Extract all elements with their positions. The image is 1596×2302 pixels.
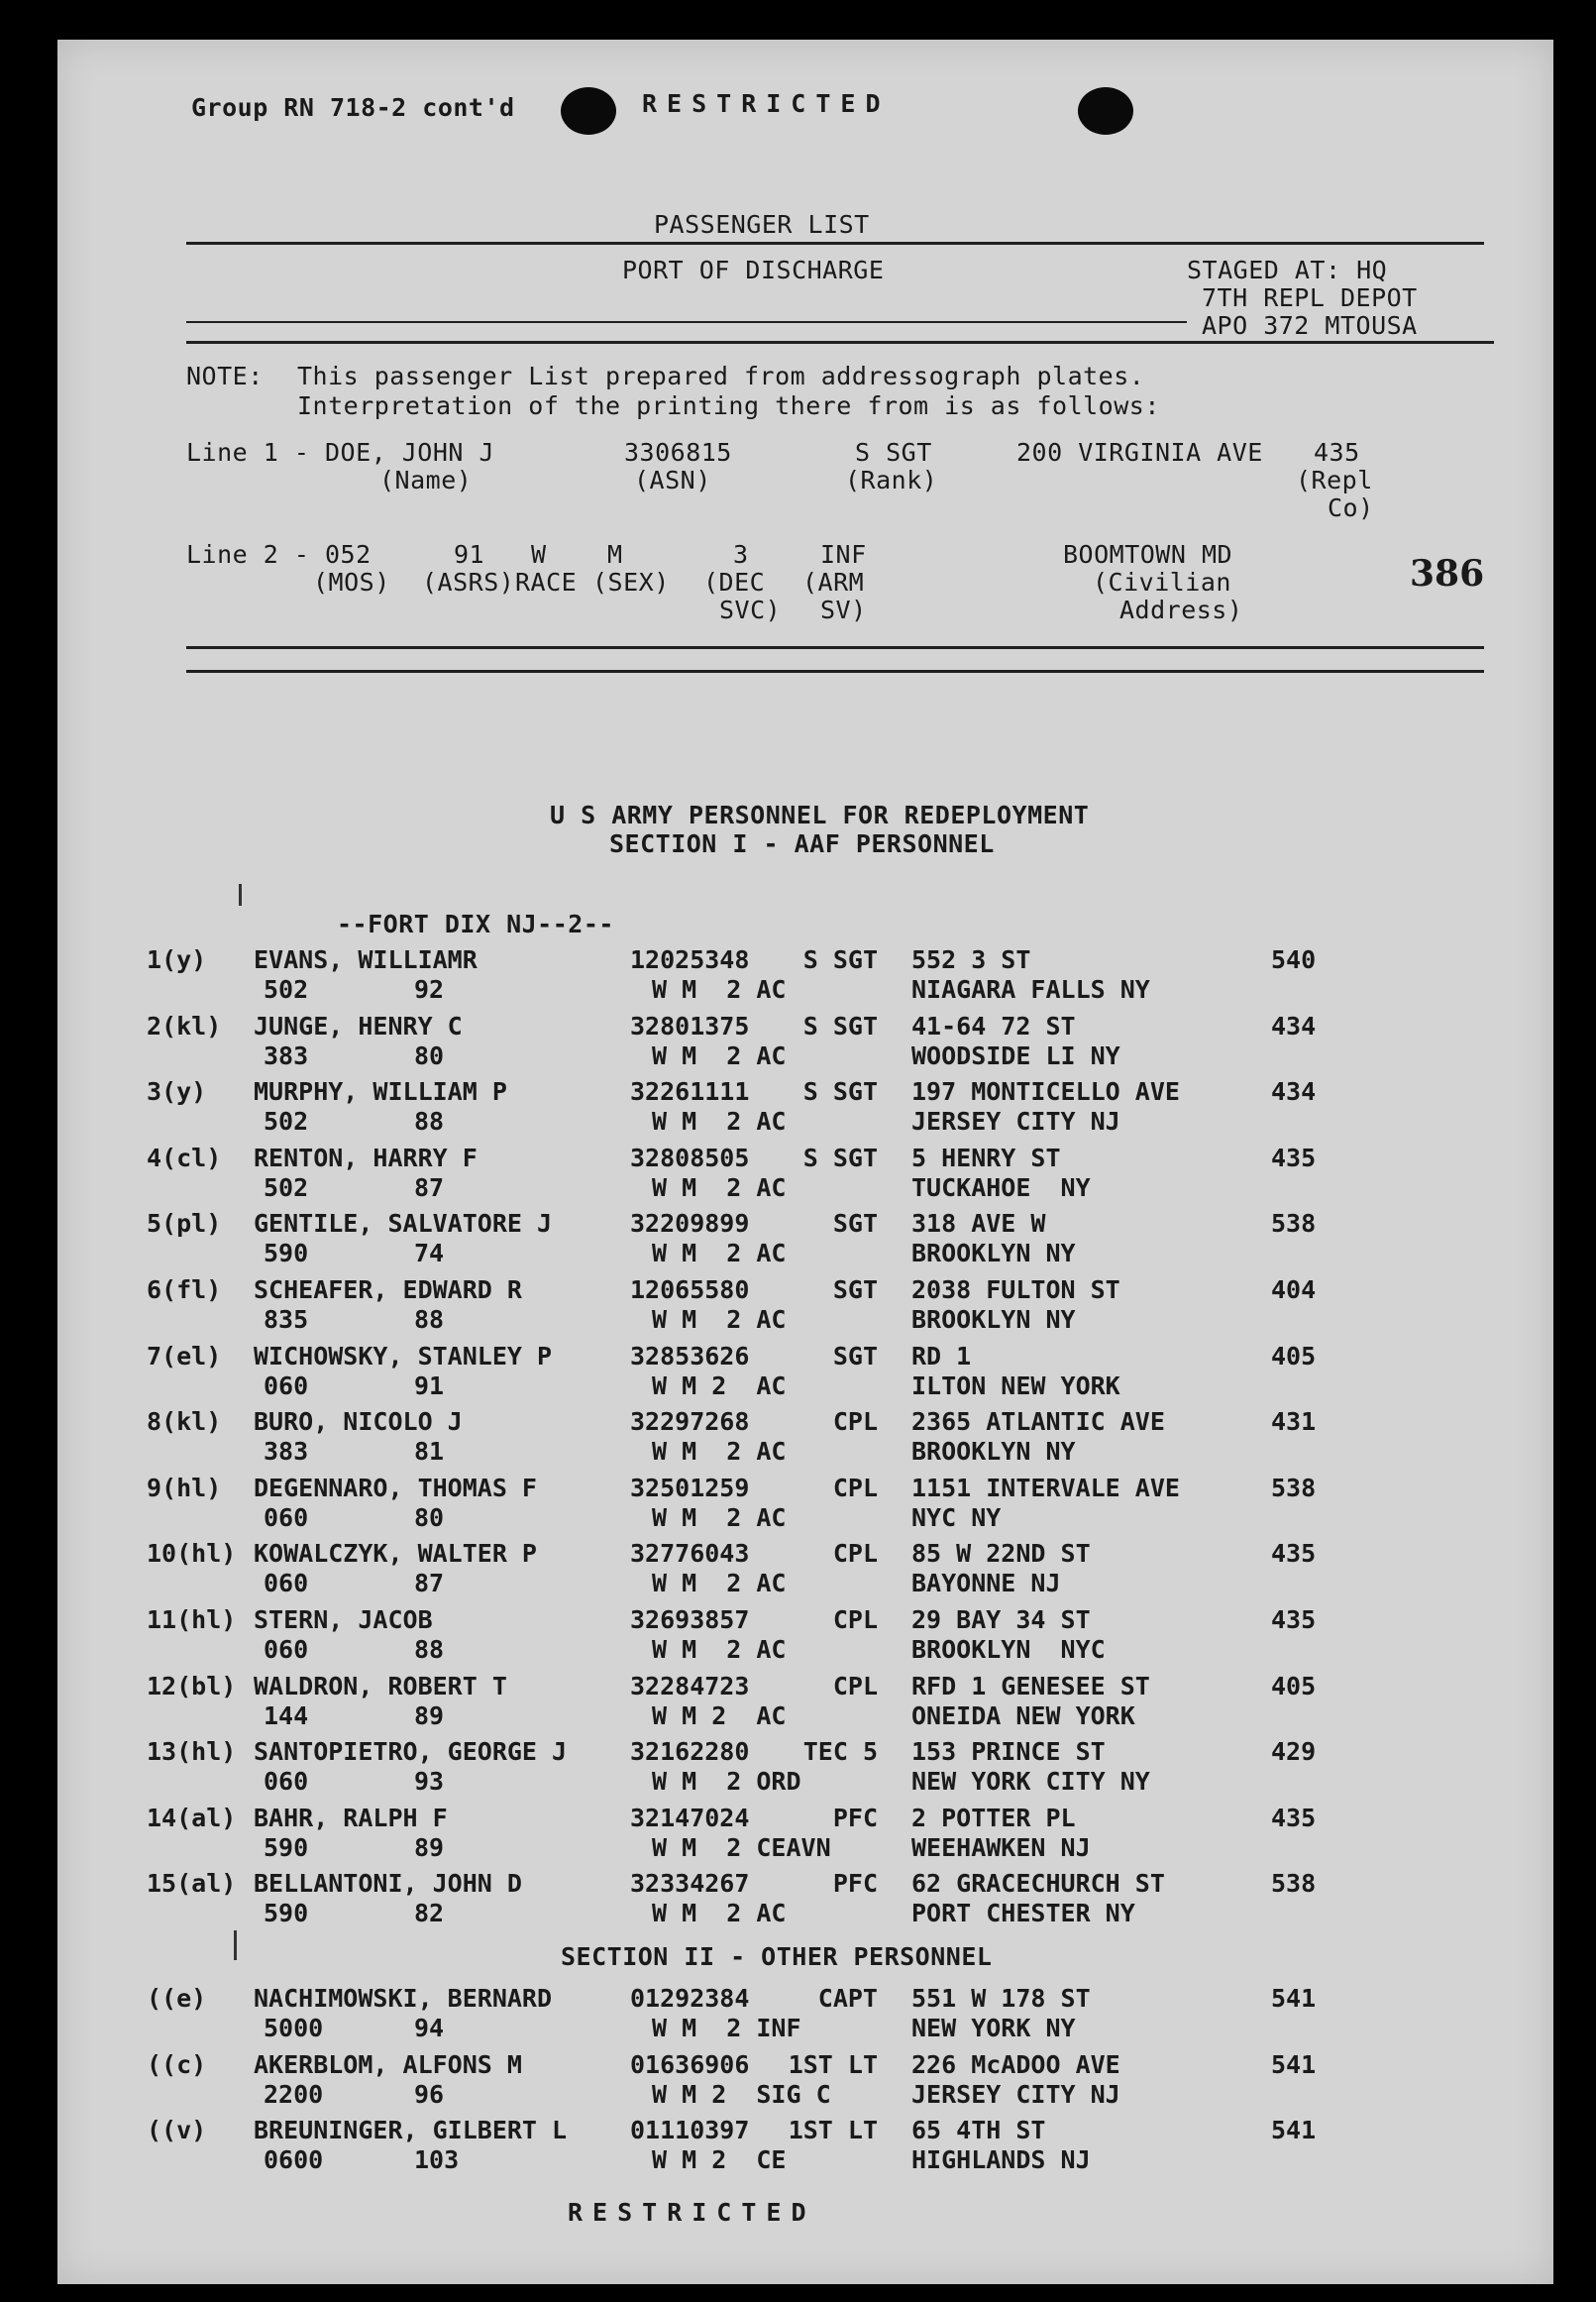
list-item xyxy=(57,2116,1553,2179)
entry-rank: CPL xyxy=(832,1473,878,1502)
entry-number: 13(hl) xyxy=(147,1737,237,1767)
entry-address-1: 29 BAY 34 ST xyxy=(911,1605,1091,1634)
entry-address-2: HIGHLANDS NJ xyxy=(911,2145,1091,2174)
entry-address-2: BROOKLYN NY xyxy=(911,1305,1076,1334)
entry-name: SCHEAFER, EDWARD R xyxy=(254,1275,522,1304)
entry-asrs: 87 xyxy=(414,1172,445,1202)
line2-sex-label: (SEX) xyxy=(592,568,670,597)
entry-mos: 144 xyxy=(264,1700,309,1730)
line1-asn: 3306815 xyxy=(624,438,732,467)
rule-note-1 xyxy=(186,646,1484,649)
entry-address-2: BROOKLYN NY xyxy=(911,1437,1076,1467)
entry-address-1: 1151 INTERVALE AVE xyxy=(911,1473,1180,1502)
entry-asrs: 88 xyxy=(414,1635,445,1664)
entry-name: DEGENNARO, THOMAS F xyxy=(254,1473,537,1502)
entry-mos: 590 xyxy=(264,1832,309,1862)
form-title: PASSENGER LIST xyxy=(654,210,870,239)
line2-arm: INF xyxy=(820,540,867,569)
line2-race: W xyxy=(531,540,547,569)
entry-rank: S SGT xyxy=(802,945,878,974)
entry-code: W M 2 AC xyxy=(652,1172,787,1202)
entry-name: KOWALCZYK, WALTER P xyxy=(254,1539,537,1569)
entry-number: 11(hl) xyxy=(147,1605,237,1634)
punch-hole-right xyxy=(1078,87,1133,135)
entry-number: 7(el) xyxy=(147,1341,222,1370)
rule-top xyxy=(186,242,1484,245)
list-item xyxy=(57,1077,1553,1141)
entry-address-1: 65 4TH ST xyxy=(911,2116,1046,2144)
entry-repl-co: 435 xyxy=(1271,1605,1317,1634)
entry-repl-co: 540 xyxy=(1271,945,1317,974)
entry-number: 8(kl) xyxy=(147,1407,222,1437)
entry-asn: 32147024 xyxy=(630,1803,750,1832)
entry-asrs: 88 xyxy=(414,1305,445,1334)
entry-number: 2(kl) xyxy=(147,1011,222,1041)
list-item xyxy=(57,2050,1553,2114)
location-heading: --FORT DIX NJ--2-- xyxy=(337,910,614,938)
entry-asn: 32808505 xyxy=(630,1143,750,1172)
entry-code: W M 2 AC xyxy=(652,1700,787,1730)
entry-asrs: 80 xyxy=(414,1041,445,1070)
staged-line-2: 7TH REPL DEPOT xyxy=(1202,283,1418,312)
entry-address-2: BROOKLYN NYC xyxy=(911,1635,1106,1664)
entry-address-2: JERSEY CITY NJ xyxy=(911,1107,1120,1137)
entry-mos: 0600 xyxy=(264,2145,324,2174)
entry-repl-co: 541 xyxy=(1271,2116,1317,2144)
entry-rank: SGT xyxy=(832,1209,878,1239)
entry-asn: 32261111 xyxy=(630,1077,750,1107)
restricted-top: RESTRICTED xyxy=(642,89,891,118)
entry-rank: CPL xyxy=(832,1605,878,1634)
entry-code: W M 2 AC xyxy=(652,1370,787,1400)
entry-code: W M 2 ORD xyxy=(652,1767,801,1797)
rule-note-2 xyxy=(186,670,1484,673)
entry-rank: TEC 5 xyxy=(802,1737,878,1767)
entry-code: W M 2 AC xyxy=(652,1041,787,1070)
line2-dec-label-1: (DEC xyxy=(703,568,766,597)
entry-rank: PFC xyxy=(832,1869,878,1899)
entry-name: SANTOPIETRO, GEORGE J xyxy=(254,1737,568,1767)
line2-arm-label-2: SV) xyxy=(820,596,867,624)
list-item xyxy=(57,1474,1553,1537)
margin-tick-1 xyxy=(239,884,242,906)
entry-repl-co: 435 xyxy=(1271,1803,1317,1832)
entry-repl-co: 404 xyxy=(1271,1275,1317,1304)
page-number: 386 xyxy=(1410,553,1485,595)
entry-name: JUNGE, HENRY C xyxy=(254,1011,463,1041)
entry-asrs: 92 xyxy=(414,975,445,1004)
line1-co-label-1: (Repl xyxy=(1296,466,1373,494)
list-item xyxy=(57,1672,1553,1735)
entry-number: 14(al) xyxy=(147,1803,237,1832)
entry-address-2: BAYONNE NJ xyxy=(911,1569,1061,1598)
line1-co: 435 xyxy=(1314,438,1360,467)
entry-mos: 5000 xyxy=(264,2014,324,2042)
entry-address-1: 551 W 178 ST xyxy=(911,1984,1091,2013)
list-item xyxy=(57,1984,1553,2047)
entry-number: ((v) xyxy=(147,2116,207,2144)
list-item xyxy=(57,1407,1553,1471)
list-item xyxy=(57,1869,1553,1932)
entry-name: WICHOWSKY, STANLEY P xyxy=(254,1341,553,1370)
entry-asrs: 80 xyxy=(414,1502,445,1532)
line2-address: BOOMTOWN MD xyxy=(1063,540,1233,569)
entry-address-2: BROOKLYN NY xyxy=(911,1239,1076,1268)
entry-number: 6(fl) xyxy=(147,1275,222,1304)
entry-number: 1(y) xyxy=(147,945,207,974)
entry-asrs: 96 xyxy=(414,2079,445,2109)
entry-address-1: 41-64 72 ST xyxy=(911,1011,1076,1041)
line2-prefix: Line 2 - 052 xyxy=(186,540,372,569)
entry-rank: SGT xyxy=(832,1275,878,1304)
entry-number: ((e) xyxy=(147,1984,207,2013)
entry-rank: SGT xyxy=(832,1341,878,1370)
entry-asn: 32209899 xyxy=(630,1209,750,1239)
entry-asn: 32297268 xyxy=(630,1407,750,1437)
entry-repl-co: 538 xyxy=(1271,1209,1317,1239)
entry-repl-co: 435 xyxy=(1271,1539,1317,1569)
entry-address-1: 62 GRACECHURCH ST xyxy=(911,1869,1165,1899)
entry-number: 3(y) xyxy=(147,1077,207,1107)
line2-address-label-2: Address) xyxy=(1119,596,1243,624)
entry-address-1: 2 POTTER PL xyxy=(911,1803,1076,1832)
entry-rank: CAPT xyxy=(817,1984,878,2013)
entry-code: W M 2 AC xyxy=(652,1305,787,1334)
list-item xyxy=(57,1209,1553,1272)
entry-repl-co: 538 xyxy=(1271,1473,1317,1502)
entry-rank: CPL xyxy=(832,1407,878,1437)
entry-asn: 32853626 xyxy=(630,1341,750,1370)
entry-repl-co: 435 xyxy=(1271,1143,1317,1172)
line1-co-label-2: Co) xyxy=(1328,493,1374,522)
entry-code: W M 2 AC xyxy=(652,975,787,1004)
entry-repl-co: 434 xyxy=(1271,1077,1317,1107)
entry-mos: 502 xyxy=(264,975,309,1004)
entry-asrs: 94 xyxy=(414,2014,445,2042)
entry-asrs: 82 xyxy=(414,1899,445,1928)
entry-name: BREUNINGER, GILBERT L xyxy=(254,2116,568,2144)
entry-address-2: ONEIDA NEW YORK xyxy=(911,1700,1135,1730)
margin-tick-2 xyxy=(234,1930,237,1960)
line2-asrs-label: (ASRS) xyxy=(422,568,515,597)
entry-code: W M 2 AC xyxy=(652,1502,787,1532)
section-2-heading: SECTION II - OTHER PERSONNEL xyxy=(561,1942,993,1971)
line2-race-label: RACE xyxy=(515,568,578,597)
entry-asn: 32776043 xyxy=(630,1539,750,1569)
line2-mos-label: (MOS) xyxy=(313,568,390,597)
entry-code: W M 2 AC xyxy=(652,1899,787,1928)
entry-rank: CPL xyxy=(832,1671,878,1700)
entry-code: W M 2 AC xyxy=(652,1437,787,1467)
group-label: Group RN 718-2 cont'd xyxy=(191,93,515,122)
entry-repl-co: 541 xyxy=(1271,2049,1317,2079)
entry-asrs: 93 xyxy=(414,1767,445,1797)
entry-number: 5(pl) xyxy=(147,1209,222,1239)
entry-repl-co: 541 xyxy=(1271,1984,1317,2013)
entry-asn: 32284723 xyxy=(630,1671,750,1700)
entry-number: 10(hl) xyxy=(147,1539,237,1569)
line1-address: 200 VIRGINIA AVE xyxy=(1016,438,1263,467)
entry-number: 12(bl) xyxy=(147,1671,237,1700)
entry-number: ((c) xyxy=(147,2049,207,2079)
entry-number: 15(al) xyxy=(147,1869,237,1899)
entry-mos: 590 xyxy=(264,1239,309,1268)
line1-name-label: (Name) xyxy=(379,466,473,494)
line2-address-label-1: (Civilian xyxy=(1093,568,1231,597)
entry-address-2: NEW YORK CITY NY xyxy=(911,1767,1150,1797)
entry-asrs: 89 xyxy=(414,1832,445,1862)
entry-code: W M 2 SIG C xyxy=(652,2079,831,2109)
entry-asrs: 88 xyxy=(414,1107,445,1137)
entry-address-2: NYC NY xyxy=(911,1502,1002,1532)
port-of-discharge: PORT OF DISCHARGE xyxy=(622,256,885,284)
entry-asn: 32801375 xyxy=(630,1011,750,1041)
entry-number: 4(cl) xyxy=(147,1143,222,1172)
entry-address-1: 5 HENRY ST xyxy=(911,1143,1061,1172)
entry-address-2: PORT CHESTER NY xyxy=(911,1899,1135,1928)
entry-address-1: 153 PRINCE ST xyxy=(911,1737,1106,1767)
list-item xyxy=(57,1737,1553,1801)
entry-mos: 590 xyxy=(264,1899,309,1928)
entry-asn: 12065580 xyxy=(630,1275,750,1304)
entry-address-1: RFD 1 GENESEE ST xyxy=(911,1671,1150,1700)
entry-address-1: 2365 ATLANTIC AVE xyxy=(911,1407,1165,1437)
list-item xyxy=(57,1012,1553,1075)
list-item xyxy=(57,1804,1553,1867)
entry-asrs: 91 xyxy=(414,1370,445,1400)
entry-rank: PFC xyxy=(832,1803,878,1832)
entry-address-1: 85 W 22ND ST xyxy=(911,1539,1091,1569)
entry-number: 9(hl) xyxy=(147,1473,222,1502)
line2-asrs: 91 xyxy=(454,540,485,569)
staged-line-3: APO 372 MTOUSA xyxy=(1202,311,1418,340)
note-line-b: Interpretation of the printing there from is as follows: xyxy=(297,391,1160,420)
entry-address-2: ILTON NEW YORK xyxy=(911,1370,1120,1400)
entry-repl-co: 431 xyxy=(1271,1407,1317,1437)
entry-asrs: 74 xyxy=(414,1239,445,1268)
entry-mos: 502 xyxy=(264,1107,309,1137)
line1-rank-label: (Rank) xyxy=(845,466,938,494)
entry-code: W M 2 AC xyxy=(652,1107,787,1137)
punch-hole-left xyxy=(561,87,616,135)
entry-rank: CPL xyxy=(832,1539,878,1569)
entry-code: W M 2 CE xyxy=(652,2145,787,2174)
entry-repl-co: 405 xyxy=(1271,1341,1317,1370)
entry-code: W M 2 AC xyxy=(652,1239,787,1268)
staged-line-1: STAGED AT: HQ xyxy=(1187,256,1388,284)
line1-prefix: Line 1 - DOE, JOHN J xyxy=(186,438,495,467)
entry-name: MURPHY, WILLIAM P xyxy=(254,1077,507,1107)
entry-address-2: NEW YORK NY xyxy=(911,2014,1076,2042)
entry-asrs: 87 xyxy=(414,1569,445,1598)
entry-address-2: JERSEY CITY NJ xyxy=(911,2079,1120,2109)
entry-asrs: 103 xyxy=(414,2145,460,2174)
entry-address-2: WEEHAWKEN NJ xyxy=(911,1832,1091,1862)
entry-name: WALDRON, ROBERT T xyxy=(254,1671,507,1700)
entry-mos: 060 xyxy=(264,1767,309,1797)
entry-asrs: 89 xyxy=(414,1700,445,1730)
entry-code: W M 2 INF xyxy=(652,2014,801,2042)
line1-rank: S SGT xyxy=(855,438,932,467)
entry-rank: 1ST LT xyxy=(788,2049,878,2079)
entry-name: EVANS, WILLIAMR xyxy=(254,945,478,974)
section-heading-2: SECTION I - AAF PERSONNEL xyxy=(609,829,995,858)
entry-mos: 383 xyxy=(264,1437,309,1467)
note-label: NOTE: xyxy=(186,362,264,390)
list-item xyxy=(57,1144,1553,1207)
entry-asn: 01636906 xyxy=(630,2049,750,2079)
line2-sex: M xyxy=(607,540,623,569)
list-item xyxy=(57,1605,1553,1669)
entry-asn: 01110397 xyxy=(630,2116,750,2144)
entry-name: RENTON, HARRY F xyxy=(254,1143,478,1172)
entry-address-1: 197 MONTICELLO AVE xyxy=(911,1077,1180,1107)
entry-mos: 383 xyxy=(264,1041,309,1070)
list-item xyxy=(57,1539,1553,1602)
entry-name: NACHIMOWSKI, BERNARD xyxy=(254,1984,553,2013)
list-item xyxy=(57,945,1553,1009)
entry-repl-co: 538 xyxy=(1271,1869,1317,1899)
section-heading-1: U S ARMY PERSONNEL FOR REDEPLOYMENT xyxy=(550,801,1090,829)
entry-name: STERN, JACOB xyxy=(254,1605,433,1634)
entry-mos: 2200 xyxy=(264,2079,324,2109)
note-line-a: This passenger List prepared from addressograph plates. xyxy=(297,362,1145,390)
entry-name: BELLANTONI, JOHN D xyxy=(254,1869,522,1899)
entry-asn: 32501259 xyxy=(630,1473,750,1502)
entry-asrs: 81 xyxy=(414,1437,445,1467)
entry-asn: 12025348 xyxy=(630,945,750,974)
entry-address-1: RD 1 xyxy=(911,1341,972,1370)
entry-repl-co: 429 xyxy=(1271,1737,1317,1767)
entry-mos: 835 xyxy=(264,1305,309,1334)
entry-mos: 060 xyxy=(264,1635,309,1664)
entry-asn: 32162280 xyxy=(630,1737,750,1767)
line2-dec-label-2: SVC) xyxy=(719,596,782,624)
entry-asn: 32334267 xyxy=(630,1869,750,1899)
list-item xyxy=(57,1275,1553,1339)
line2-arm-label-1: (ARM xyxy=(802,568,865,597)
entry-name: GENTILE, SALVATORE J xyxy=(254,1209,553,1239)
entry-address-2: NIAGARA FALLS NY xyxy=(911,975,1150,1004)
entry-mos: 060 xyxy=(264,1569,309,1598)
entry-asn: 32693857 xyxy=(630,1605,750,1634)
entry-address-1: 226 McADOO AVE xyxy=(911,2049,1120,2079)
entry-code: W M 2 AC xyxy=(652,1635,787,1664)
line1-asn-label: (ASN) xyxy=(634,466,711,494)
entry-mos: 502 xyxy=(264,1172,309,1202)
line2-dec: 3 xyxy=(733,540,749,569)
entry-code: W M 2 CEAVN xyxy=(652,1832,831,1862)
entry-address-2: WOODSIDE LI NY xyxy=(911,1041,1120,1070)
entry-rank: S SGT xyxy=(802,1011,878,1041)
entry-repl-co: 434 xyxy=(1271,1011,1317,1041)
entry-asn: 01292384 xyxy=(630,1984,750,2013)
entry-mos: 060 xyxy=(264,1370,309,1400)
entry-code: W M 2 AC xyxy=(652,1569,787,1598)
entry-rank: 1ST LT xyxy=(788,2116,878,2144)
entry-address-1: 552 3 ST xyxy=(911,945,1031,974)
document-page xyxy=(57,40,1553,2284)
rule-form-1 xyxy=(186,321,1187,323)
entry-mos: 060 xyxy=(264,1502,309,1532)
rule-form-2 xyxy=(186,341,1494,344)
entry-name: BURO, NICOLO J xyxy=(254,1407,463,1437)
entry-address-2: TUCKAHOE NY xyxy=(911,1172,1091,1202)
list-item xyxy=(57,1342,1553,1405)
entry-repl-co: 405 xyxy=(1271,1671,1317,1700)
entry-rank: S SGT xyxy=(802,1143,878,1172)
restricted-bottom: RESTRICTED xyxy=(568,2198,816,2227)
entry-rank: S SGT xyxy=(802,1077,878,1107)
entry-address-1: 318 AVE W xyxy=(911,1209,1046,1239)
entry-name: BAHR, RALPH F xyxy=(254,1803,448,1832)
entry-name: AKERBLOM, ALFONS M xyxy=(254,2049,522,2079)
entry-address-1: 2038 FULTON ST xyxy=(911,1275,1120,1304)
